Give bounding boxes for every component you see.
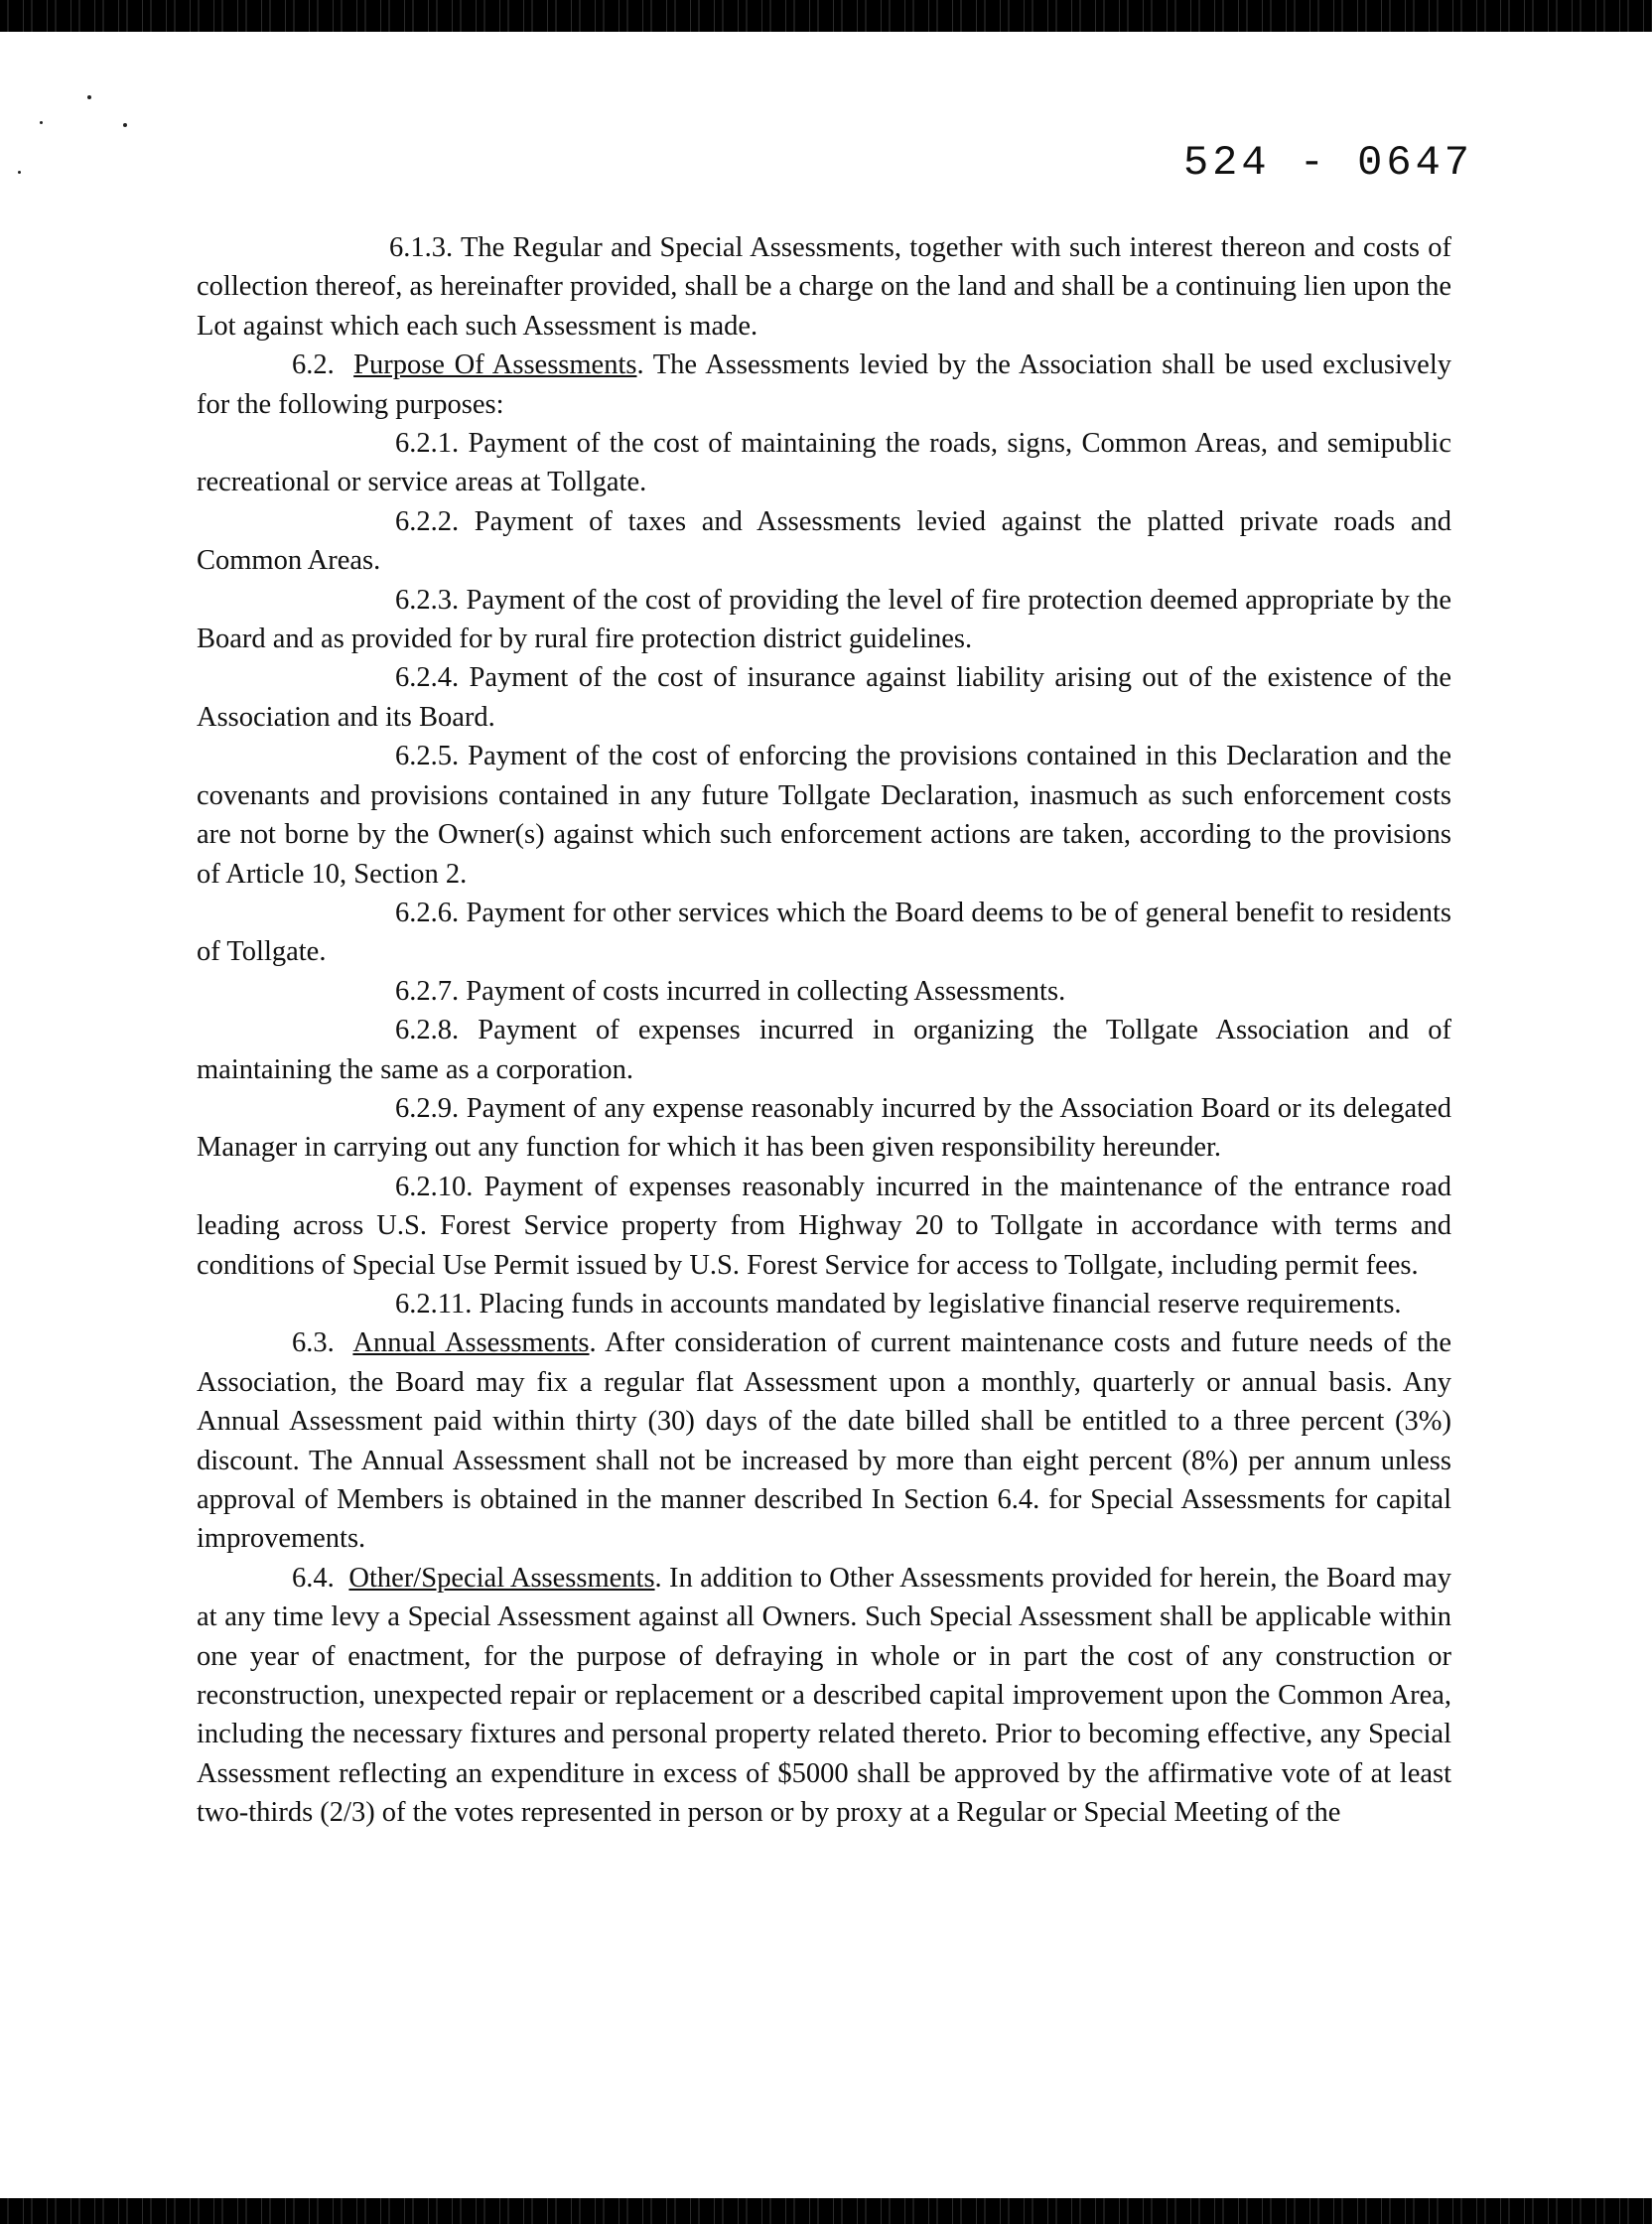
paragraph-text: . In addition to Other Assessments provided for herein, the Board may at any time levy a Special Assessment against all Owners. Such Special Assessment shall be applicable within one year of enactment, for the purpose of defraying in whole or in part the cost of any construction or reconstruction, unexpected repair or replacement or a described capital improvement upon the Common Area, including the necessary fixtures and personal property related thereto. Prior to becoming effective, any Special Assessment reflecting an expenditure in excess of $5000 shall be approved by the affirmative vote of at least two-thirds (2/3) of the votes represented in person or by proxy at a Regular or Special Meeting of the [197, 1562, 1452, 1829]
scan-border-bottom [0, 2198, 1652, 2224]
paragraph-text: Payment of expenses incurred in organizing the Tollgate Association and of maintaining the same as a corporation. [197, 1015, 1452, 1085]
section-number: 6.2.9. [395, 1092, 460, 1124]
paragraph-6-4 [197, 1559, 1451, 1833]
paragraph-text: Payment of the cost of maintaining the roads, signs, Common Areas, and semipublic recreational or service areas at Tollgate. [197, 428, 1451, 498]
section-number: 6.2.6. [395, 897, 460, 928]
paragraph-text: Payment of the cost of providing the level of fire protection deemed appropriate by the Board and as provided for by rural fire protection district guidelines. [197, 584, 1451, 655]
section-number: 6.2.10. [395, 1171, 474, 1202]
paragraph-6-2-5 [197, 737, 1451, 894]
paragraph-6-2-8 [197, 1011, 1451, 1089]
section-number: 6.3. [292, 1327, 335, 1359]
paragraph-6-2-4 [197, 658, 1451, 737]
section-number: 6.2.3. [395, 584, 460, 616]
paragraph-6-1-3 [197, 228, 1451, 346]
paragraph-text: Payment of taxes and Assessments levied against the platted private roads and Common Areas. [197, 505, 1451, 577]
section-number: 6.2.5. [395, 741, 460, 772]
section-heading: Annual Assessments [352, 1327, 590, 1359]
paragraph-6-2-6 [197, 894, 1451, 972]
paragraph-6-2-1 [197, 424, 1451, 502]
section-number: 6.4. [292, 1562, 335, 1594]
scan-speck [123, 123, 127, 127]
paragraph-6-2-7 [197, 972, 1451, 1011]
document-body [197, 228, 1451, 1833]
paragraph-6-3 [197, 1323, 1451, 1558]
section-heading: Other/Special Assessments [348, 1562, 655, 1594]
paragraph-6-2-10 [197, 1168, 1451, 1285]
document-page [0, 32, 1652, 2198]
paragraph-text: Payment of any expense reasonably incurred by the Association Board or its delegated Manager in carrying out any function for which it has been given responsibility hereunder. [197, 1092, 1451, 1164]
paragraph-text: Payment of the cost of enforcing the provisions contained in this Declaration and the covenants and provisions contained in any future Tollgate Declaration, inasmuch as such enforcement costs are not borne by the Owner(s) against which such enforcement actions are taken, according to the provisions of Article 10, Section 2. [197, 741, 1452, 890]
section-number: 6.2.8. [395, 1015, 460, 1046]
scan-speck [40, 121, 43, 124]
section-number: 6.2. [292, 349, 335, 381]
section-number: 6.2.11. [395, 1288, 473, 1320]
paragraph-text: Placing funds in accounts mandated by legislative financial reserve requirements. [479, 1288, 1402, 1320]
paragraph-6-2-11 [197, 1285, 1451, 1323]
section-number: 6.2.1. [395, 428, 460, 460]
paragraph-text: Payment of costs incurred in collecting Assessments. [466, 975, 1066, 1007]
paragraph-text: Payment of expenses reasonably incurred in the maintenance of the entrance road leading across U.S. Forest Service property from Highway 20 to Tollgate in accordance with terms and conditions of Special Use Permit issued by U.S. Forest Service for access to Tollgate, including permit fees. [197, 1171, 1452, 1281]
paragraph-text: . After consideration of current maintenance costs and future needs of the Association, the Board may fix a regular flat Assessment upon a monthly, quarterly or annual basis. Any Annual Assessment paid within thirty (30) days of the date billed shall be entitled to a three percent (3%) discount. The Annual Assessment shall not be increased by more than eight percent (8%) per annum unless approval of Members is obtained in the manner described In Section 6.4. for Special Assessments for capital improvements. [197, 1327, 1452, 1555]
section-heading: Purpose Of Assessments [353, 349, 637, 381]
paragraph-text: Payment of the cost of insurance against liability arising out of the existence of the Association and its Board. [197, 662, 1451, 733]
scan-speck [87, 95, 91, 99]
paragraph-6-2-2 [197, 502, 1451, 581]
section-number: 6.2.7. [395, 975, 460, 1007]
paragraph-6-2 [197, 346, 1451, 424]
paragraph-6-2-3 [197, 581, 1451, 659]
paragraph-text: Payment for other services which the Board deems to be of general benefit to residents of Tollgate. [197, 897, 1451, 968]
paragraph-text: The Regular and Special Assessments, together with such interest thereon and costs of collection thereof, as hereinafter provided, shall be a charge on the land and shall be a continuing lien upon the Lot against which each such Assessment is made. [197, 232, 1451, 342]
document-number: 524 - 0647 [1182, 139, 1473, 187]
section-number: 6.2.2. [395, 505, 460, 537]
section-number: 6.1.3. [389, 232, 454, 263]
paragraph-text: . The Assessments levied by the Association shall be used exclusively for the following purposes: [197, 349, 1452, 420]
section-number: 6.2.4. [395, 662, 460, 694]
scan-border-top [0, 0, 1652, 32]
paragraph-6-2-9 [197, 1089, 1451, 1168]
scan-speck [18, 171, 21, 174]
